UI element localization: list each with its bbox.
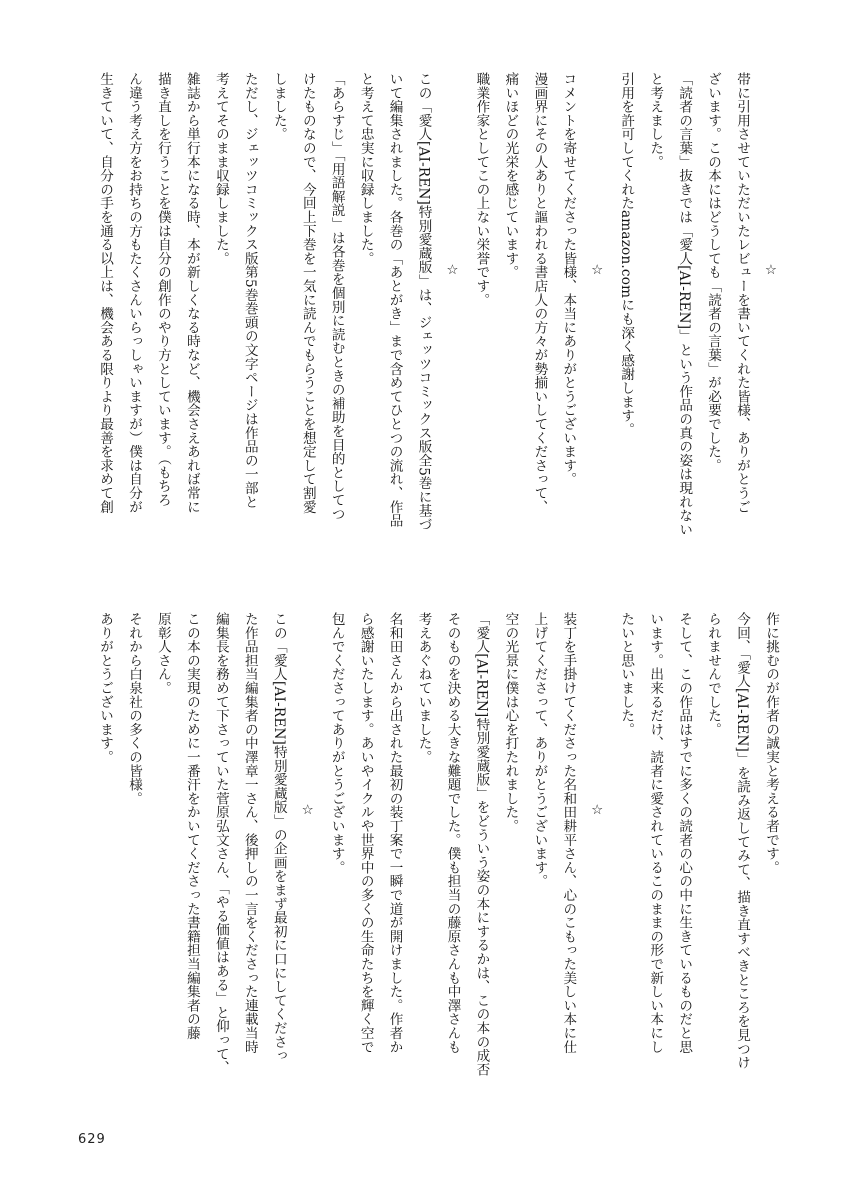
text-line: と考えて忠実に収録しました。 [357,72,374,266]
text-line: 職業作家としてこの上ない栄誉です。 [473,72,490,307]
text-line: ありがとうございます。 [97,612,114,764]
text-line: 作に挑むのが作者の誠実と考える者です。 [763,612,779,875]
afterword-text-lower [85,612,785,1132]
text-line: この「愛人[AI-REN]特別愛蔵版」の企画をまず最初に口にしてくださっ [270,612,287,1063]
text-line: と考えました。 [647,72,664,169]
text-line: 「あらすじ」「用語解説」は各巻を個別に読むときの補助を目的としてつ [328,72,345,521]
text-line: そのものを決める大きな難題でした。僕も担当の藤原さんも中澤さんも [444,612,461,1054]
text-line: ざいます。この本にはどうしても「読者の言葉」が必要でした。 [705,72,722,473]
text-line: 上げてくださって、ありがとうございます。 [531,612,548,888]
text-line: られませんでした。 [705,612,722,737]
text-line: 「愛人[AI-REN]特別愛蔵版」をどういう姿の本にするかは、この本の成否 [473,612,490,1077]
text-line: 帯に引用させていただいたレビューを書いてくれた皆様、ありがとうご [734,72,751,514]
text-line: 編集長を務めて下さっていた菅原弘文さん、「やる価値はある」と仰って、 [212,612,229,1075]
text-line: いて編集されました。各巻の「あとがき」まで含めてひとつの流れ、作品 [386,72,403,528]
text-line: 包んでくださってありがとうございます。 [328,612,345,875]
text-line: 生きていて、自分の手を通る以上は、機会ある限りより最善を求めて創 [97,72,114,514]
section-divider-star: ☆ [299,802,316,819]
afterword-text-upper [85,72,785,592]
text-line: しました。 [270,72,287,141]
text-line: 考えてそのまま収録しました。 [212,72,229,266]
text-line: 引用を許可してくれたamazon.comにも深く感謝します。 [618,72,635,437]
text-line: 考えあぐねていました。 [415,612,432,764]
text-line: 漫画界にその人ありと謳われる書店人の方々が勢揃いしてくださって、 [531,72,548,514]
text-line: 空の光景に僕は心を打たれました。 [502,612,519,833]
text-line: この「愛人[AI-REN]特別愛蔵版」は、ジェッツコミックス版全5巻に基づ [415,72,432,532]
text-line: それから白泉社の多くの皆様。 [126,612,143,806]
text-line: ら感謝いたします。あいやイクルや世界中の多くの生命たちを輝く空で [357,612,374,1054]
text-line: います。出来るだけ、読者に愛されているこのままの形で新しい本にし [647,612,664,1054]
text-line: コメントを寄せてくださった皆様、本当にありがとうございます。 [560,72,577,486]
text-line: ただし、ジェッツコミックス版第5巻巻頭の文字ページは作品の一部と [241,72,258,509]
section-divider-star: ☆ [589,802,606,819]
section-divider-star: ☆ [763,262,779,279]
text-line: 描き直しを行うことを僕は自分の創作のやり方としています。（もちろ [154,72,171,507]
section-divider-star: ☆ [444,262,461,279]
section-divider-star: ☆ [589,262,606,279]
text-line: 痛いほどの光栄を感じています。 [502,72,519,279]
text-line: たいと思いました。 [618,612,635,737]
text-line: ん違う考え方をお持ちの方もたくさんいらっしゃいますが）僕は自分が [126,72,143,514]
page-number: 629 [78,1132,106,1147]
text-line: 装丁を手掛けてくださった名和田耕平さん、心のこもった美しい本に仕 [560,612,577,1054]
text-line: 名和田さんから出された最初の装丁案で一瞬で道が開けました。作者か [386,612,403,1054]
text-line: た作品担当編集者の中澤章一さん、後押しの一言をくださった連載当時 [241,612,258,1054]
text-line: けたものなので、今回上下巻を一気に読んでもらうことを想定して割愛 [299,72,316,514]
text-line: 今回、「愛人[AI-REN]」を読み返してみて、描き直すべきところを見つけ [734,612,751,1070]
text-line: そして、この作品はすでに多くの読者の心の中に生きているものだと思 [676,612,693,1054]
text-line: 雑誌から単行本になる時、本が新しくなる時など、機会さえあれば常に [183,72,200,514]
text-line: 原彰人さん。 [154,612,171,695]
text-line: この本の実現のために一番汗をかいてくださった書籍担当編集者の藤 [183,612,200,1040]
text-line: 「読者の言葉」抜きでは「愛人[AI-REN]」という作品の真の姿は現れない [676,72,693,537]
